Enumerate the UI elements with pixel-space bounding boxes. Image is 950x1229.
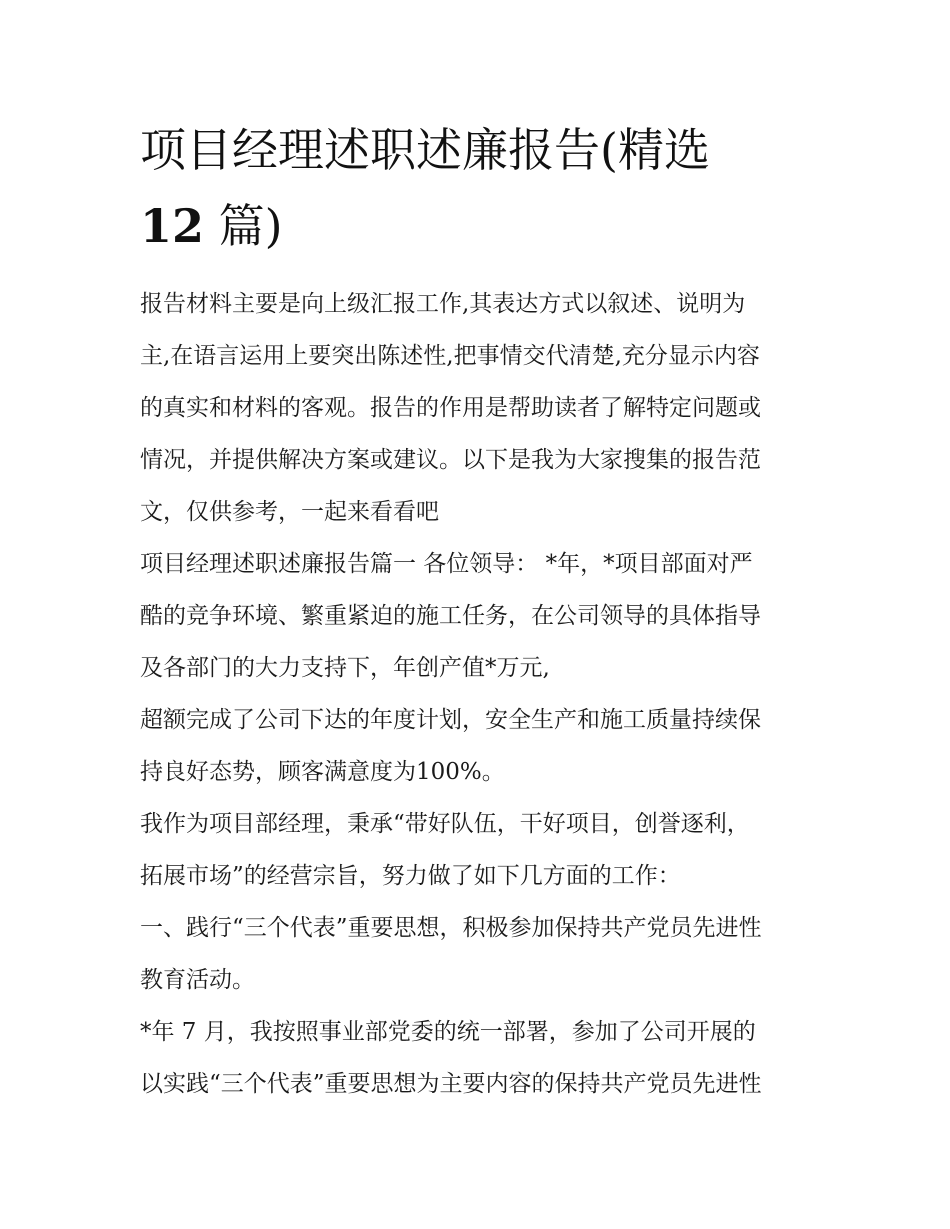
text-line: *年 7 月，我按照事业部党委的统一部署，参加了公司开展的 — [140, 1019, 756, 1045]
text-line: 主,在语言运用上要突出陈述性,把事情交代清楚,充分显示内容 — [140, 343, 760, 369]
text-line: 文，仅供参考，一起来看看吧 — [140, 499, 439, 525]
text-line: 拓展市场”的经营宗旨，努力做了如下几方面的工作： — [140, 863, 681, 889]
title-number: 12 — [140, 199, 205, 253]
text-line: 酷的竞争环境、繁重紧迫的施工任务，在公司领导的具体指导 — [140, 603, 761, 629]
paragraph-manager — [140, 798, 820, 902]
paragraph-section-one — [140, 902, 820, 1006]
text-line: 持良好态势，顾客满意度为100%。 — [140, 759, 505, 785]
text-line: 报告材料主要是向上级汇报工作,其表达方式以叙述、说明为 — [140, 291, 746, 317]
text-line: 项目经理述职述廉报告篇一 各位领导： *年，*项目部面对严 — [140, 551, 753, 577]
paragraph-july — [140, 1006, 820, 1110]
text-line: 教育活动。 — [140, 967, 255, 993]
text-line: 超额完成了公司下达的年度计划，安全生产和施工质量持续保 — [140, 707, 761, 733]
document-body — [140, 278, 820, 1110]
paragraph-annual-plan — [140, 694, 820, 798]
document-content — [140, 112, 820, 1110]
title-line-1: 项目经理述职述廉报告(精选 — [140, 123, 710, 177]
text-line: 情况，并提供解决方案或建议。以下是我为大家搜集的报告范 — [140, 447, 761, 473]
paragraph-intro — [140, 278, 820, 538]
title-suffix: 篇) — [204, 199, 283, 253]
text-line: 及各部门的大力支持下，年创产值*万元, — [140, 655, 550, 681]
text-line: 的真实和材料的客观。报告的作用是帮助读者了解特定问题或 — [140, 395, 761, 421]
document-title — [140, 112, 820, 264]
text-line: 以实践“三个代表”重要思想为主要内容的保持共产党员先进性 — [140, 1071, 762, 1097]
paragraph-report-one — [140, 538, 820, 694]
text-line: 我作为项目部经理，秉承“带好队伍，干好项目，创誉逐利， — [140, 811, 750, 837]
text-line: 一、践行“三个代表”重要思想，积极参加保持共产党员先进性 — [140, 915, 762, 941]
title-line-2 — [140, 188, 820, 264]
